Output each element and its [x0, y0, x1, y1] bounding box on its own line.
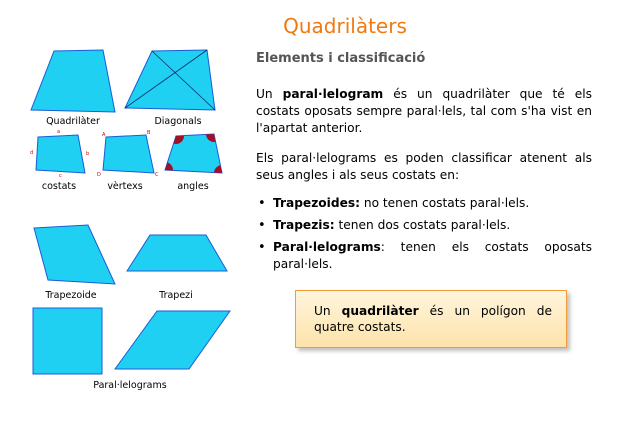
note-text: Un	[314, 304, 342, 318]
caption-trapezoide: Trapezoide	[45, 290, 97, 301]
list-term: Trapezoides:	[273, 196, 360, 210]
paragraph-text: Els paral·lelograms es poden classificar atenent als seus angles i als seus costats en:	[256, 151, 592, 182]
paragraph-classification	[256, 150, 592, 184]
caption-angles: angles	[177, 181, 209, 192]
side-label-d: d	[30, 150, 34, 156]
page-title: Quadrilàters	[283, 14, 407, 38]
side-label-a: a	[57, 129, 61, 135]
paragraph-term: paral·lelogram	[282, 87, 384, 101]
quadrilateral-figure	[28, 46, 118, 116]
angles-figure	[162, 128, 232, 178]
side-label-b: b	[86, 151, 90, 157]
paragraph-text: és un quadrilàter que té els costats oposats sempre paral·lels, tal com s'ha vist en l'apartat anterior.	[256, 87, 592, 135]
trapezoid-figure	[28, 222, 118, 287]
side-label-c: c	[59, 173, 62, 178]
vertex-label-b: B	[147, 130, 151, 136]
diagonals-figure	[120, 46, 220, 116]
vertex-label-a: A	[102, 132, 106, 138]
caption-costats: costats	[41, 181, 77, 192]
list-item	[256, 217, 592, 234]
list-item	[256, 239, 592, 273]
caption-diagonals: Diagonals	[154, 116, 202, 127]
vertex-label-d: D	[97, 172, 101, 178]
section-subtitle: Elements i classificació	[256, 51, 426, 66]
square-figure	[30, 306, 106, 376]
list-desc: tenen dos costats paral·lels.	[334, 218, 511, 232]
list-item	[256, 195, 592, 212]
rhombus-figure	[112, 308, 234, 372]
classification-list	[256, 195, 592, 278]
list-desc: no tenen costats paral·lels.	[359, 196, 530, 210]
note-term: quadrilàter	[341, 304, 419, 318]
caption-quadrilater: Quadrilàter	[46, 116, 100, 127]
caption-paralelograms: Paral·lelograms	[93, 380, 167, 391]
list-desc: : tenen els costats oposats paral·lels.	[273, 240, 592, 271]
caption-vertexs: vèrtexs	[107, 181, 143, 192]
paragraph-definition	[256, 86, 592, 137]
sides-figure	[28, 128, 98, 178]
note-text: és un polígon de quatre costats.	[314, 304, 552, 334]
definition-note-box	[295, 290, 567, 348]
vertex-label-c: C	[155, 172, 159, 178]
list-term: Paral·lelograms	[273, 240, 381, 254]
caption-trapezi: Trapezi	[159, 290, 193, 301]
list-term: Trapezis:	[273, 218, 335, 232]
paragraph-text: Un	[256, 87, 283, 101]
vertices-figure	[94, 128, 164, 178]
trapezium-figure	[124, 232, 230, 274]
